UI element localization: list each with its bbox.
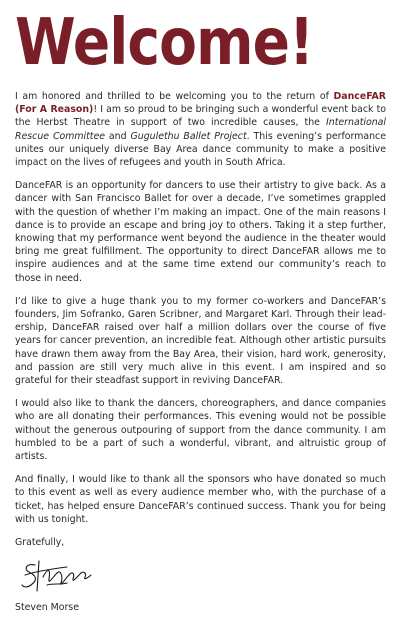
event-name: DanceFAR (For A Reason) bbox=[15, 91, 386, 116]
paragraph-sponsors: And finally, I would like to thank all the sponsors who have donated so much to this event as well as every audience member who, with the purchase of a ticket, has helped ensure DanceFAR’s continued success. Thank you for being with us tonight. bbox=[15, 474, 386, 525]
paragraph-dancers: I would also like to thank the dancers, choreographers, and dance companies who are all donating their performances. This evening would not be possible without the generous outpouring of support from the dance community. I am humbled to be a part of such a wonderful, vibrant, and altruistic group of artists. bbox=[15, 398, 386, 463]
intro-text-2: ! I am so proud to be bringing such a wonderful event back to the Herbst Theatre in support of two incredible causes, the bbox=[15, 104, 386, 129]
signer-name: Steven Morse bbox=[15, 602, 79, 614]
intro-text-4: . This evening’s performance unites our uniquely diverse Bay Area dance community to make a positive impact on the lives of refugees and youth in South Africa. bbox=[15, 130, 386, 169]
paragraph-founders: I’d like to give a huge thank you to my former co-workers and DanceFAR’s founders, Jim Sofranko, Garen Scribner, and Margaret Karl. Through their leadership, DanceFAR raised over half a million dollars over the course of five years for cancer prevention, an incredible feat. Although other artistic pursuits have drawn them away from the Bay Area, their vision, hard work, generosity, and passion are still very much alive in this event. I am inspired and so grateful for their steadfast support in reviving DanceFAR. bbox=[15, 295, 386, 387]
letter-body bbox=[15, 90, 386, 526]
page-title: Welcome! bbox=[15, 6, 314, 80]
cause-irc: International Rescue Committee bbox=[15, 117, 386, 142]
intro-text-3: and bbox=[105, 130, 131, 142]
paragraph-intro bbox=[15, 90, 386, 169]
signature-image bbox=[17, 555, 95, 597]
closing-salutation: Gratefully, bbox=[15, 537, 65, 549]
paragraph-opportunity: DanceFAR is an opportunity for dancers to use their artistry to give back. As a dancer with San Francisco Ballet for over a decade, I’ve sometimes grappled with the question of whether I’m making an impact. One of the main reasons I dance is to provide an escape and bring joy to others. Taking it a step further, knowing that my performance went beyond the audience in the theater would bring me great fulfillment. The opportunity to direct DanceFAR allows me to inspire audiences and at the same time extend our community’s reach to those in need. bbox=[15, 180, 386, 284]
cause-gugulethu: Gugulethu Ballet Project bbox=[130, 130, 247, 142]
intro-text-1: I am honored and thrilled to be welcoming you to the return of bbox=[15, 91, 334, 102]
